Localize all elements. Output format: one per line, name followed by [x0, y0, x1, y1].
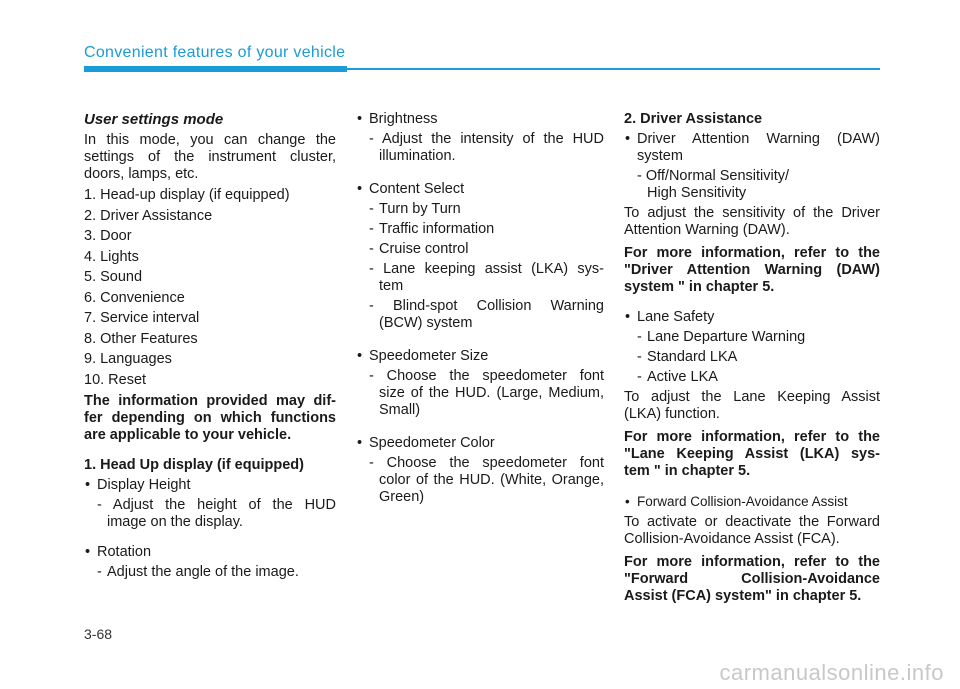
- lka-reference: [624, 429, 880, 480]
- bullet-rotation: • Rotation: [84, 544, 336, 561]
- sub-line: High Sensitivity: [647, 185, 747, 201]
- para-line: To activate or deactivate the Forward: [624, 514, 880, 530]
- sub-display-height: [84, 497, 336, 531]
- header-rule: [347, 68, 880, 70]
- list-item: 8. Other Features: [84, 330, 198, 347]
- para-line: Attention Warning (DAW).: [624, 222, 790, 238]
- sub-traffic-info: - Traffic information: [356, 221, 604, 238]
- sub-daw: [624, 168, 880, 202]
- sub-turn-by-turn: - Turn by Turn: [356, 201, 604, 218]
- note-line: are applicable to your vehicle.: [84, 426, 292, 443]
- sub-line: tem: [379, 278, 404, 294]
- sub-cruise-control: - Cruise control: [356, 241, 604, 258]
- bullet-content-select: • Content Select: [356, 181, 604, 198]
- sub-line: - Off/Normal Sensitivity/: [637, 168, 790, 184]
- ref-line: "Lane Keeping Assist (LKA) sys-: [624, 446, 880, 462]
- note-line: The information provided may dif-: [84, 392, 336, 409]
- bullet-speedometer-color: • Speedometer Color: [356, 435, 604, 452]
- sub-line: image on the display.: [107, 513, 243, 530]
- driver-assistance-heading: 2. Driver Assistance: [624, 111, 763, 127]
- sub-ldw: - Lane Departure Warning: [624, 329, 880, 346]
- intro-paragraph: In this mode, you can change the settings of the instrument cluster, doors, lamps, etc.: [84, 132, 336, 182]
- ref-line: Assist (FCA) system" in chapter 5.: [624, 588, 862, 604]
- availability-note: [84, 393, 336, 444]
- note-line: fer depending on which functions: [84, 409, 336, 426]
- sub-line: (BCW) system: [379, 315, 473, 331]
- list-item: 10. Reset: [84, 371, 147, 388]
- sub-speedometer-size: [356, 368, 604, 419]
- sub-line: - Lane keeping assist (LKA) sys-: [369, 261, 604, 277]
- sub-rotation: - Adjust the angle of the image.: [84, 564, 336, 581]
- sub-speedometer-color: [356, 455, 604, 506]
- sub-line: illumination.: [379, 148, 456, 164]
- fca-paragraph: [624, 514, 880, 548]
- settings-list: [84, 187, 336, 389]
- bullet-lane-safety: • Lane Safety: [624, 309, 880, 326]
- bullet-speedometer-size: • Speedometer Size: [356, 348, 604, 365]
- para-line: Collision-Avoidance Assist (FCA).: [624, 531, 840, 547]
- bullet-line: system: [637, 148, 683, 164]
- sub-bcw: [356, 298, 604, 332]
- column-left: [84, 111, 336, 584]
- list-item: 4. Lights: [84, 248, 139, 265]
- sub-line: color of the HUD. (White, Orange,: [379, 472, 604, 488]
- lka-paragraph: [624, 389, 880, 423]
- list-item: 9. Languages: [84, 351, 172, 367]
- para-line: To adjust the sensitivity of the Driver: [624, 205, 880, 221]
- ref-line: For more information, refer to the: [624, 429, 880, 445]
- sub-line: - Blind-spot Collision Warning: [369, 298, 604, 314]
- hud-heading: 1. Head Up display (if equipped): [84, 456, 304, 473]
- ref-line: system " in chapter 5.: [624, 279, 775, 295]
- ref-line: For more information, refer to the: [624, 245, 880, 261]
- fca-reference: [624, 554, 880, 605]
- page-number: 3-68: [84, 626, 113, 642]
- sub-line: Green): [379, 489, 425, 505]
- ref-line: "Forward Collision-Avoidance: [624, 571, 880, 587]
- daw-paragraph: [624, 205, 880, 239]
- section-header-title: Convenient features of your vehicle: [84, 44, 346, 61]
- bullet-line: Driver Attention Warning (DAW): [637, 131, 880, 147]
- list-item: 3. Door: [84, 228, 132, 244]
- column-middle: [356, 111, 604, 506]
- bullet-fca: • Forward Collision-Avoidance Assist: [624, 493, 880, 510]
- list-item: 5. Sound: [84, 269, 143, 285]
- sub-line: size of the HUD. (Large, Medium,: [379, 385, 604, 401]
- list-item: 6. Convenience: [84, 289, 185, 306]
- sub-active-lka: - Active LKA: [624, 369, 880, 386]
- bullet-display-height: • Display Height: [84, 477, 336, 494]
- sub-line: - Adjust the intensity of the HUD: [369, 131, 604, 147]
- list-item: 1. Head-up display (if equipped): [84, 187, 290, 203]
- ref-line: tem " in chapter 5.: [624, 463, 751, 479]
- sub-standard-lka: - Standard LKA: [624, 349, 880, 366]
- bullet-daw: • Driver Attention Warning (DAW) system: [625, 131, 880, 164]
- list-item: 7. Service interval: [84, 310, 200, 326]
- sub-lka: [356, 261, 604, 295]
- ref-line: For more information, refer to the: [624, 554, 880, 570]
- user-settings-heading: User settings mode: [84, 111, 224, 128]
- sub-line: - Adjust the height of the HUD: [97, 496, 336, 513]
- sub-line: - Choose the speedometer font: [369, 368, 604, 384]
- sub-brightness: [356, 131, 604, 165]
- daw-reference: [624, 245, 880, 296]
- para-line: To adjust the Lane Keeping Assist: [624, 389, 880, 405]
- sub-line: - Choose the speedometer font: [369, 455, 604, 471]
- watermark-text: carmanualsonline.info: [719, 660, 944, 685]
- sub-line: Small): [379, 402, 421, 418]
- list-item: 2. Driver Assistance: [84, 207, 213, 224]
- header-accent-bar: [84, 66, 347, 72]
- bullet-brightness: • Brightness: [356, 111, 604, 128]
- para-line: (LKA) function.: [624, 406, 720, 422]
- ref-line: "Driver Attention Warning (DAW): [624, 262, 880, 278]
- column-right: [624, 111, 880, 605]
